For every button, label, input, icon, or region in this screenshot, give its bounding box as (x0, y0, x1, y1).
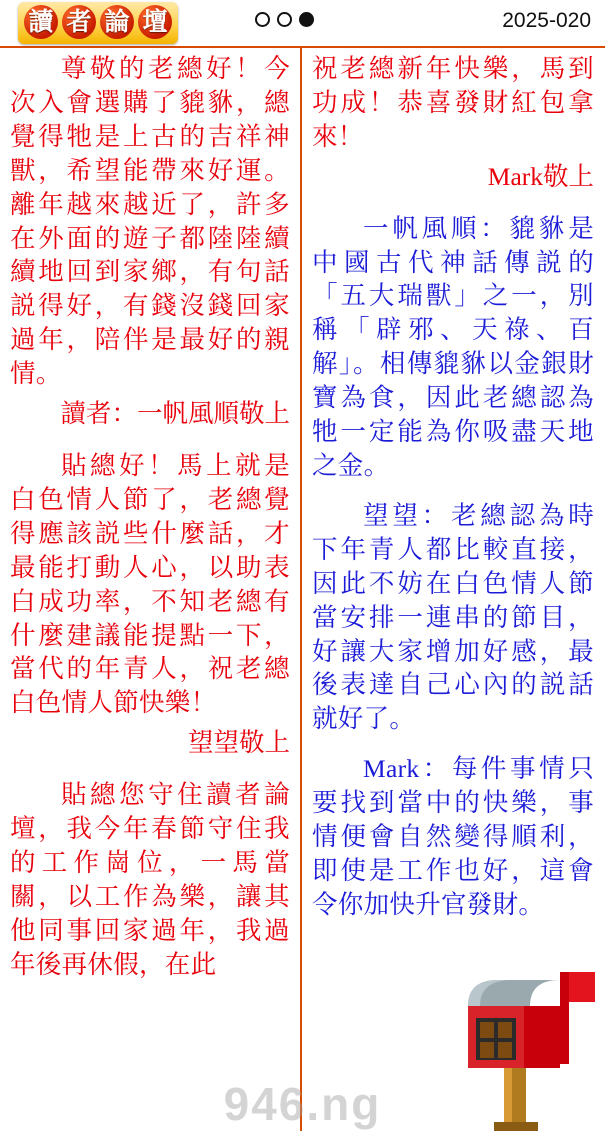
dot-3 (299, 12, 314, 27)
dot-2 (277, 12, 292, 27)
reply-1-signature: Mark敬上 (487, 161, 594, 191)
mailbox-illustration (442, 966, 602, 1131)
issue-number: 2025-020 (502, 9, 591, 32)
masthead-logo (18, 2, 178, 44)
logo-char-2: 者 (62, 5, 96, 39)
right-column (302, 48, 604, 1131)
letter-1-body: 尊敬的老總好！今次入會選購了貔貅，總覺得牠是上古的吉祥神獸，希望能帶來好運。離年越來越近了，許多在外面的遊子都陸陸續續地回到家鄉，有句話説得好，有錢沒錢回家過年，陪伴是最好的親情。 (10, 54, 290, 389)
watermark-text: 946.ng (223, 1078, 382, 1130)
reply-2-body: 一帆風順：貔貅是中國古代神話傳説的「五大瑞獸」之一，別稱「辟邪、天祿、百解」。相傳貔貅以金銀財寶為食，因此老總認為牠一定能為你吸盡天地之金。 (312, 213, 594, 480)
logo-char-1: 讀 (24, 5, 58, 39)
article-columns (0, 48, 605, 1131)
logo-char-3: 論 (100, 5, 134, 39)
logo-char-4: 壇 (138, 5, 172, 39)
page-indicator-dots (255, 12, 314, 27)
letter-3-body: 貼總您守住讀者論壇，我今年春節守住我的工作崗位，一馬當關，以工作為樂，讓其他同事回家過年，我過年後再休假，在此 (10, 780, 290, 979)
left-column (0, 48, 302, 1131)
letter-2-body: 貼總好！馬上就是白色情人節了，老總覺得應該説些什麼話，才最能打動人心，以助表白成功率，不知老總有什麼建議能提點一下，當代的年青人，祝老總白色情人節快樂！ (10, 450, 290, 718)
reply-3-body: 望望：老總認為時下年青人都比較直接，因此不妨在白色情人節當安排一連串的節目，好讓大家增加好感，最後表達自己心內的説話就好了。 (312, 500, 594, 734)
reply-4-body: Mark：每件事情只要找到當中的快樂，事情便會自然變得順利，即使是工作也好，這會令你加快升官發財。 (312, 754, 594, 919)
page-header (0, 0, 605, 48)
letter-2-signature: 望望敬上 (187, 728, 290, 758)
letter-1-signature: 讀者：一帆風順敬上 (60, 399, 290, 429)
dot-1 (255, 12, 270, 27)
reply-1-body: 祝老總新年快樂，馬到功成！恭喜發財紅包拿來！ (312, 54, 594, 151)
